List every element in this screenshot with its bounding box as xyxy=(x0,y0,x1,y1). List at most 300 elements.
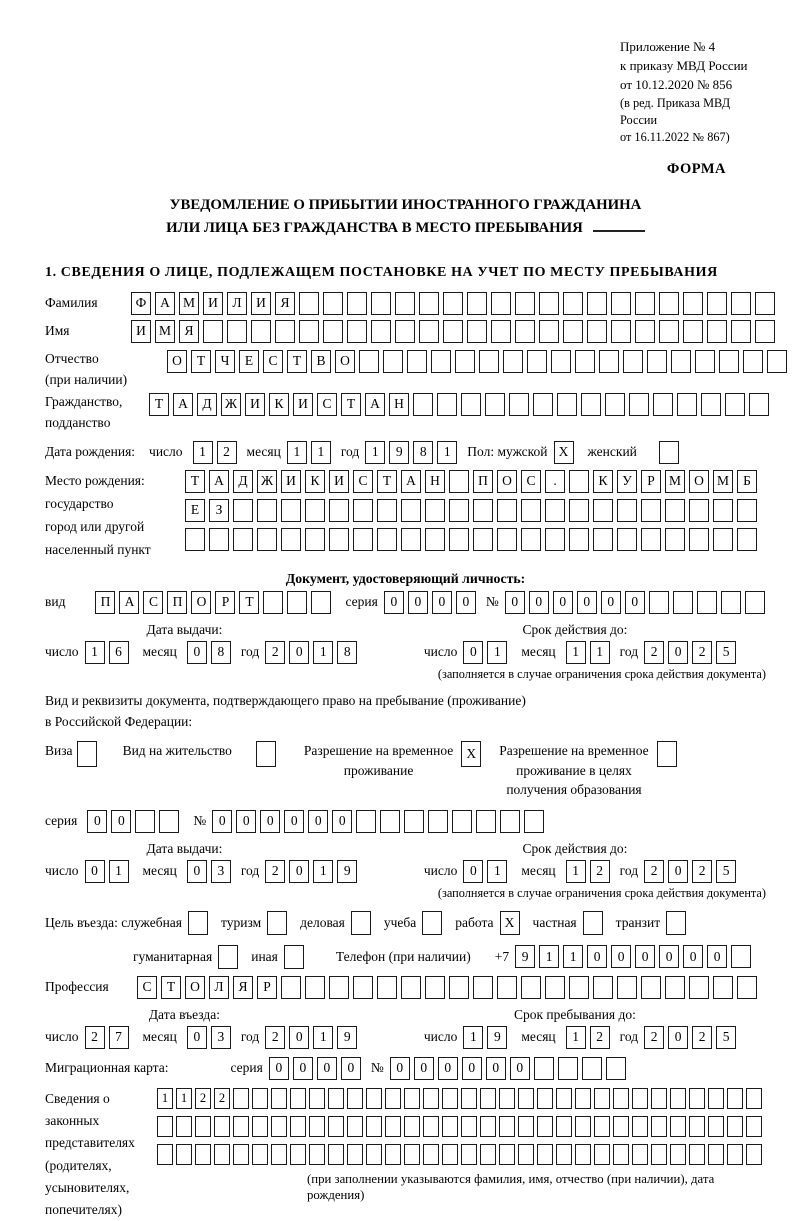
char-box[interactable]: Н xyxy=(389,393,409,416)
char-box[interactable] xyxy=(617,528,637,551)
char-box[interactable] xyxy=(737,499,757,522)
char-box[interactable] xyxy=(423,1116,439,1137)
char-box[interactable]: 2 xyxy=(195,1088,211,1109)
char-box[interactable]: 2 xyxy=(644,641,664,664)
char-box[interactable]: О xyxy=(689,470,709,493)
char-box[interactable]: П xyxy=(473,470,493,493)
char-box[interactable]: 1 xyxy=(487,860,507,883)
char-box[interactable] xyxy=(515,320,535,343)
char-box[interactable] xyxy=(713,976,733,999)
char-box[interactable] xyxy=(271,1088,287,1109)
char-box[interactable] xyxy=(449,499,469,522)
char-box[interactable]: О xyxy=(185,976,205,999)
char-box[interactable] xyxy=(617,976,637,999)
char-box[interactable]: 6 xyxy=(109,641,129,664)
char-box[interactable] xyxy=(233,1088,249,1109)
char-box[interactable] xyxy=(708,1144,724,1165)
char-box[interactable] xyxy=(328,1144,344,1165)
char-box[interactable] xyxy=(641,976,661,999)
char-box[interactable]: 8 xyxy=(211,641,231,664)
char-box[interactable] xyxy=(347,320,367,343)
char-box[interactable] xyxy=(556,1116,572,1137)
char-box[interactable]: Н xyxy=(425,470,445,493)
char-box[interactable] xyxy=(227,320,247,343)
char-box[interactable] xyxy=(527,350,547,373)
char-box[interactable] xyxy=(443,292,463,315)
char-box[interactable] xyxy=(569,470,589,493)
char-box[interactable]: Р xyxy=(641,470,661,493)
char-box[interactable]: 0 xyxy=(317,1057,337,1080)
char-box[interactable]: 2 xyxy=(265,1026,285,1049)
char-box[interactable] xyxy=(233,1144,249,1165)
char-box[interactable] xyxy=(366,1088,382,1109)
char-box[interactable]: 0 xyxy=(87,810,107,833)
char-box[interactable]: И xyxy=(251,292,271,315)
char-box[interactable] xyxy=(575,1088,591,1109)
purpose-private-checkbox[interactable] xyxy=(583,911,603,935)
char-box[interactable] xyxy=(545,976,565,999)
char-box[interactable]: 0 xyxy=(463,860,483,883)
char-box[interactable]: Д xyxy=(197,393,217,416)
char-box[interactable] xyxy=(271,1144,287,1165)
char-box[interactable] xyxy=(437,393,457,416)
char-box[interactable] xyxy=(395,320,415,343)
char-box[interactable] xyxy=(185,528,205,551)
char-box[interactable] xyxy=(461,393,481,416)
char-box[interactable]: С xyxy=(137,976,157,999)
char-box[interactable] xyxy=(404,1116,420,1137)
char-box[interactable] xyxy=(159,810,179,833)
char-box[interactable] xyxy=(419,292,439,315)
char-box[interactable] xyxy=(383,350,403,373)
residence-permit-checkbox[interactable] xyxy=(256,741,276,767)
char-box[interactable] xyxy=(328,1088,344,1109)
char-box[interactable] xyxy=(353,499,373,522)
char-box[interactable]: Р xyxy=(257,976,277,999)
char-box[interactable]: 1 xyxy=(85,641,105,664)
char-box[interactable] xyxy=(611,292,631,315)
char-box[interactable]: 2 xyxy=(265,860,285,883)
char-box[interactable] xyxy=(518,1144,534,1165)
char-box[interactable] xyxy=(359,350,379,373)
char-box[interactable]: А xyxy=(119,591,139,614)
char-box[interactable] xyxy=(533,393,553,416)
char-box[interactable]: Т xyxy=(185,470,205,493)
char-box[interactable] xyxy=(521,976,541,999)
char-box[interactable]: И xyxy=(245,393,265,416)
char-box[interactable]: М xyxy=(665,470,685,493)
char-box[interactable] xyxy=(252,1088,268,1109)
char-box[interactable] xyxy=(518,1116,534,1137)
purpose-business-checkbox[interactable] xyxy=(351,911,371,935)
char-box[interactable] xyxy=(632,1144,648,1165)
char-box[interactable] xyxy=(499,1088,515,1109)
char-box[interactable] xyxy=(497,976,517,999)
char-box[interactable]: 0 xyxy=(341,1057,361,1080)
char-box[interactable] xyxy=(209,528,229,551)
char-box[interactable] xyxy=(499,1144,515,1165)
char-box[interactable] xyxy=(305,976,325,999)
char-box[interactable] xyxy=(563,320,583,343)
char-box[interactable] xyxy=(594,1116,610,1137)
char-box[interactable] xyxy=(323,292,343,315)
char-box[interactable]: 0 xyxy=(236,810,256,833)
char-box[interactable] xyxy=(195,1116,211,1137)
char-box[interactable] xyxy=(613,1144,629,1165)
char-box[interactable]: С xyxy=(353,470,373,493)
char-box[interactable]: 0 xyxy=(289,860,309,883)
char-box[interactable] xyxy=(689,528,709,551)
char-box[interactable]: О xyxy=(191,591,211,614)
char-box[interactable]: Т xyxy=(191,350,211,373)
char-box[interactable]: 1 xyxy=(313,641,333,664)
char-box[interactable]: 0 xyxy=(85,860,105,883)
char-box[interactable] xyxy=(594,1144,610,1165)
char-box[interactable] xyxy=(385,1144,401,1165)
char-box[interactable]: Е xyxy=(239,350,259,373)
char-box[interactable] xyxy=(575,350,595,373)
char-box[interactable] xyxy=(651,1088,667,1109)
char-box[interactable]: Ч xyxy=(215,350,235,373)
char-box[interactable] xyxy=(452,810,472,833)
char-box[interactable] xyxy=(651,1116,667,1137)
char-box[interactable]: И xyxy=(329,470,349,493)
char-box[interactable]: 0 xyxy=(289,1026,309,1049)
char-box[interactable]: 9 xyxy=(389,441,409,464)
char-box[interactable]: 1 xyxy=(487,641,507,664)
char-box[interactable] xyxy=(641,528,661,551)
char-box[interactable] xyxy=(539,320,559,343)
char-box[interactable]: Р xyxy=(215,591,235,614)
char-box[interactable] xyxy=(431,350,451,373)
purpose-official-checkbox[interactable] xyxy=(188,911,208,935)
char-box[interactable] xyxy=(521,528,541,551)
char-box[interactable] xyxy=(455,350,475,373)
char-box[interactable] xyxy=(545,528,565,551)
purpose-transit-checkbox[interactable] xyxy=(666,911,686,935)
char-box[interactable]: 9 xyxy=(515,945,535,968)
char-box[interactable] xyxy=(708,1116,724,1137)
char-box[interactable] xyxy=(176,1144,192,1165)
char-box[interactable] xyxy=(731,945,751,968)
char-box[interactable] xyxy=(582,1057,602,1080)
char-box[interactable] xyxy=(380,810,400,833)
char-box[interactable]: 0 xyxy=(384,591,404,614)
char-box[interactable]: С xyxy=(317,393,337,416)
char-box[interactable]: 0 xyxy=(635,945,655,968)
char-box[interactable]: О xyxy=(335,350,355,373)
char-box[interactable] xyxy=(461,1088,477,1109)
char-box[interactable] xyxy=(442,1144,458,1165)
char-box[interactable]: О xyxy=(167,350,187,373)
char-box[interactable] xyxy=(537,1116,553,1137)
char-box[interactable]: 0 xyxy=(269,1057,289,1080)
char-box[interactable]: 1 xyxy=(566,860,586,883)
char-box[interactable]: 0 xyxy=(625,591,645,614)
char-box[interactable]: 1 xyxy=(176,1088,192,1109)
char-box[interactable] xyxy=(251,320,271,343)
char-box[interactable]: 0 xyxy=(308,810,328,833)
char-box[interactable]: 0 xyxy=(529,591,549,614)
char-box[interactable] xyxy=(423,1088,439,1109)
char-box[interactable]: Е xyxy=(185,499,205,522)
char-box[interactable] xyxy=(480,1116,496,1137)
char-box[interactable]: 2 xyxy=(644,1026,664,1049)
char-box[interactable]: Ж xyxy=(257,470,277,493)
char-box[interactable]: 0 xyxy=(505,591,525,614)
char-box[interactable] xyxy=(755,320,775,343)
char-box[interactable]: Т xyxy=(149,393,169,416)
char-box[interactable]: 0 xyxy=(611,945,631,968)
char-box[interactable]: Д xyxy=(233,470,253,493)
char-box[interactable] xyxy=(556,1088,572,1109)
char-box[interactable] xyxy=(671,350,691,373)
char-box[interactable] xyxy=(755,292,775,315)
char-box[interactable] xyxy=(670,1144,686,1165)
char-box[interactable]: 0 xyxy=(707,945,727,968)
char-box[interactable] xyxy=(689,976,709,999)
char-box[interactable] xyxy=(569,528,589,551)
char-box[interactable] xyxy=(329,976,349,999)
char-box[interactable] xyxy=(670,1116,686,1137)
char-box[interactable] xyxy=(746,1088,762,1109)
char-box[interactable] xyxy=(404,1144,420,1165)
char-box[interactable] xyxy=(377,976,397,999)
char-box[interactable]: 2 xyxy=(692,860,712,883)
char-box[interactable] xyxy=(413,393,433,416)
char-box[interactable] xyxy=(371,292,391,315)
char-box[interactable]: 9 xyxy=(487,1026,507,1049)
char-box[interactable] xyxy=(605,393,625,416)
char-box[interactable] xyxy=(305,528,325,551)
char-box[interactable]: К xyxy=(269,393,289,416)
char-box[interactable]: 0 xyxy=(462,1057,482,1080)
char-box[interactable]: 8 xyxy=(413,441,433,464)
char-box[interactable] xyxy=(377,499,397,522)
char-box[interactable] xyxy=(442,1088,458,1109)
char-box[interactable]: И xyxy=(281,470,301,493)
char-box[interactable] xyxy=(635,320,655,343)
char-box[interactable] xyxy=(275,320,295,343)
char-box[interactable]: З xyxy=(209,499,229,522)
char-box[interactable]: 0 xyxy=(408,591,428,614)
sex-female-checkbox[interactable] xyxy=(659,441,679,464)
char-box[interactable]: 0 xyxy=(332,810,352,833)
char-box[interactable] xyxy=(670,1088,686,1109)
char-box[interactable] xyxy=(423,1144,439,1165)
char-box[interactable]: 0 xyxy=(414,1057,434,1080)
char-box[interactable]: В xyxy=(311,350,331,373)
char-box[interactable] xyxy=(425,976,445,999)
char-box[interactable]: 1 xyxy=(539,945,559,968)
char-box[interactable]: 0 xyxy=(553,591,573,614)
char-box[interactable] xyxy=(461,1116,477,1137)
char-box[interactable] xyxy=(461,1144,477,1165)
char-box[interactable] xyxy=(323,320,343,343)
char-box[interactable]: А xyxy=(401,470,421,493)
char-box[interactable] xyxy=(299,320,319,343)
char-box[interactable] xyxy=(309,1116,325,1137)
char-box[interactable] xyxy=(558,1057,578,1080)
char-box[interactable]: 8 xyxy=(337,641,357,664)
char-box[interactable] xyxy=(515,292,535,315)
char-box[interactable] xyxy=(641,499,661,522)
char-box[interactable] xyxy=(252,1144,268,1165)
char-box[interactable] xyxy=(257,499,277,522)
char-box[interactable]: 0 xyxy=(289,641,309,664)
char-box[interactable]: Т xyxy=(287,350,307,373)
char-box[interactable] xyxy=(581,393,601,416)
char-box[interactable]: 2 xyxy=(590,860,610,883)
visa-checkbox[interactable] xyxy=(77,741,97,767)
char-box[interactable] xyxy=(749,393,769,416)
char-box[interactable]: 0 xyxy=(212,810,232,833)
char-box[interactable] xyxy=(632,1116,648,1137)
sex-male-checkbox[interactable]: X xyxy=(554,441,574,464)
char-box[interactable] xyxy=(377,528,397,551)
char-box[interactable] xyxy=(727,1116,743,1137)
char-box[interactable]: Т xyxy=(341,393,361,416)
char-box[interactable] xyxy=(665,976,685,999)
char-box[interactable] xyxy=(371,320,391,343)
char-box[interactable]: 5 xyxy=(716,860,736,883)
char-box[interactable]: 0 xyxy=(577,591,597,614)
char-box[interactable] xyxy=(491,320,511,343)
char-box[interactable] xyxy=(708,1088,724,1109)
char-box[interactable] xyxy=(569,976,589,999)
char-box[interactable] xyxy=(281,499,301,522)
char-box[interactable] xyxy=(689,1088,705,1109)
char-box[interactable]: Т xyxy=(239,591,259,614)
char-box[interactable]: 1 xyxy=(157,1088,173,1109)
char-box[interactable] xyxy=(401,976,421,999)
char-box[interactable]: И xyxy=(131,320,151,343)
char-box[interactable] xyxy=(593,499,613,522)
char-box[interactable] xyxy=(745,591,765,614)
char-box[interactable] xyxy=(673,591,693,614)
char-box[interactable]: М xyxy=(713,470,733,493)
char-box[interactable]: 3 xyxy=(211,860,231,883)
char-box[interactable]: 0 xyxy=(659,945,679,968)
char-box[interactable] xyxy=(233,499,253,522)
char-box[interactable]: И xyxy=(203,292,223,315)
char-box[interactable]: 0 xyxy=(456,591,476,614)
char-box[interactable]: 2 xyxy=(85,1026,105,1049)
char-box[interactable]: 0 xyxy=(486,1057,506,1080)
char-box[interactable]: С xyxy=(521,470,541,493)
purpose-study-checkbox[interactable] xyxy=(422,911,442,935)
purpose-other-checkbox[interactable] xyxy=(284,945,304,969)
char-box[interactable] xyxy=(366,1144,382,1165)
char-box[interactable] xyxy=(727,1088,743,1109)
char-box[interactable]: 0 xyxy=(587,945,607,968)
char-box[interactable] xyxy=(497,499,517,522)
char-box[interactable]: 0 xyxy=(601,591,621,614)
char-box[interactable] xyxy=(551,350,571,373)
char-box[interactable] xyxy=(449,470,469,493)
char-box[interactable]: 9 xyxy=(337,860,357,883)
char-box[interactable] xyxy=(632,1088,648,1109)
char-box[interactable] xyxy=(659,292,679,315)
char-box[interactable] xyxy=(195,1144,211,1165)
char-box[interactable] xyxy=(689,1116,705,1137)
char-box[interactable] xyxy=(665,528,685,551)
char-box[interactable] xyxy=(587,320,607,343)
char-box[interactable] xyxy=(647,350,667,373)
char-box[interactable] xyxy=(623,350,643,373)
char-box[interactable] xyxy=(746,1116,762,1137)
char-box[interactable] xyxy=(401,499,421,522)
char-box[interactable] xyxy=(214,1144,230,1165)
char-box[interactable] xyxy=(449,976,469,999)
char-box[interactable] xyxy=(428,810,448,833)
char-box[interactable] xyxy=(485,393,505,416)
char-box[interactable]: С xyxy=(143,591,163,614)
char-box[interactable]: 1 xyxy=(566,1026,586,1049)
char-box[interactable]: Т xyxy=(161,976,181,999)
char-box[interactable] xyxy=(214,1116,230,1137)
char-box[interactable] xyxy=(347,1116,363,1137)
char-box[interactable] xyxy=(401,528,421,551)
char-box[interactable] xyxy=(443,320,463,343)
char-box[interactable]: Ф xyxy=(131,292,151,315)
char-box[interactable] xyxy=(689,499,709,522)
char-box[interactable] xyxy=(309,1144,325,1165)
char-box[interactable] xyxy=(442,1116,458,1137)
char-box[interactable] xyxy=(569,499,589,522)
char-box[interactable] xyxy=(353,976,373,999)
char-box[interactable] xyxy=(575,1116,591,1137)
char-box[interactable]: 3 xyxy=(211,1026,231,1049)
char-box[interactable] xyxy=(767,350,787,373)
char-box[interactable]: П xyxy=(95,591,115,614)
char-box[interactable]: 0 xyxy=(187,1026,207,1049)
char-box[interactable] xyxy=(473,528,493,551)
char-box[interactable]: 1 xyxy=(193,441,213,464)
char-box[interactable]: Л xyxy=(227,292,247,315)
char-box[interactable] xyxy=(157,1116,173,1137)
char-box[interactable]: Т xyxy=(377,470,397,493)
char-box[interactable] xyxy=(651,1144,667,1165)
char-box[interactable] xyxy=(385,1088,401,1109)
char-box[interactable] xyxy=(727,1144,743,1165)
char-box[interactable] xyxy=(404,1088,420,1109)
char-box[interactable]: 0 xyxy=(390,1057,410,1080)
char-box[interactable]: 1 xyxy=(365,441,385,464)
temp-residence-checkbox[interactable]: X xyxy=(461,741,481,767)
char-box[interactable]: 2 xyxy=(265,641,285,664)
char-box[interactable]: 7 xyxy=(109,1026,129,1049)
char-box[interactable]: Я xyxy=(179,320,199,343)
char-box[interactable] xyxy=(683,320,703,343)
char-box[interactable] xyxy=(713,528,733,551)
char-box[interactable] xyxy=(290,1116,306,1137)
char-box[interactable] xyxy=(233,528,253,551)
char-box[interactable] xyxy=(556,1144,572,1165)
char-box[interactable] xyxy=(518,1088,534,1109)
char-box[interactable]: 5 xyxy=(716,1026,736,1049)
char-box[interactable]: 2 xyxy=(590,1026,610,1049)
char-box[interactable] xyxy=(635,292,655,315)
char-box[interactable]: 0 xyxy=(187,860,207,883)
char-box[interactable] xyxy=(737,976,757,999)
char-box[interactable] xyxy=(697,591,717,614)
char-box[interactable]: 1 xyxy=(463,1026,483,1049)
char-box[interactable]: 1 xyxy=(109,860,129,883)
char-box[interactable] xyxy=(575,1144,591,1165)
char-box[interactable] xyxy=(629,393,649,416)
char-box[interactable]: 0 xyxy=(111,810,131,833)
